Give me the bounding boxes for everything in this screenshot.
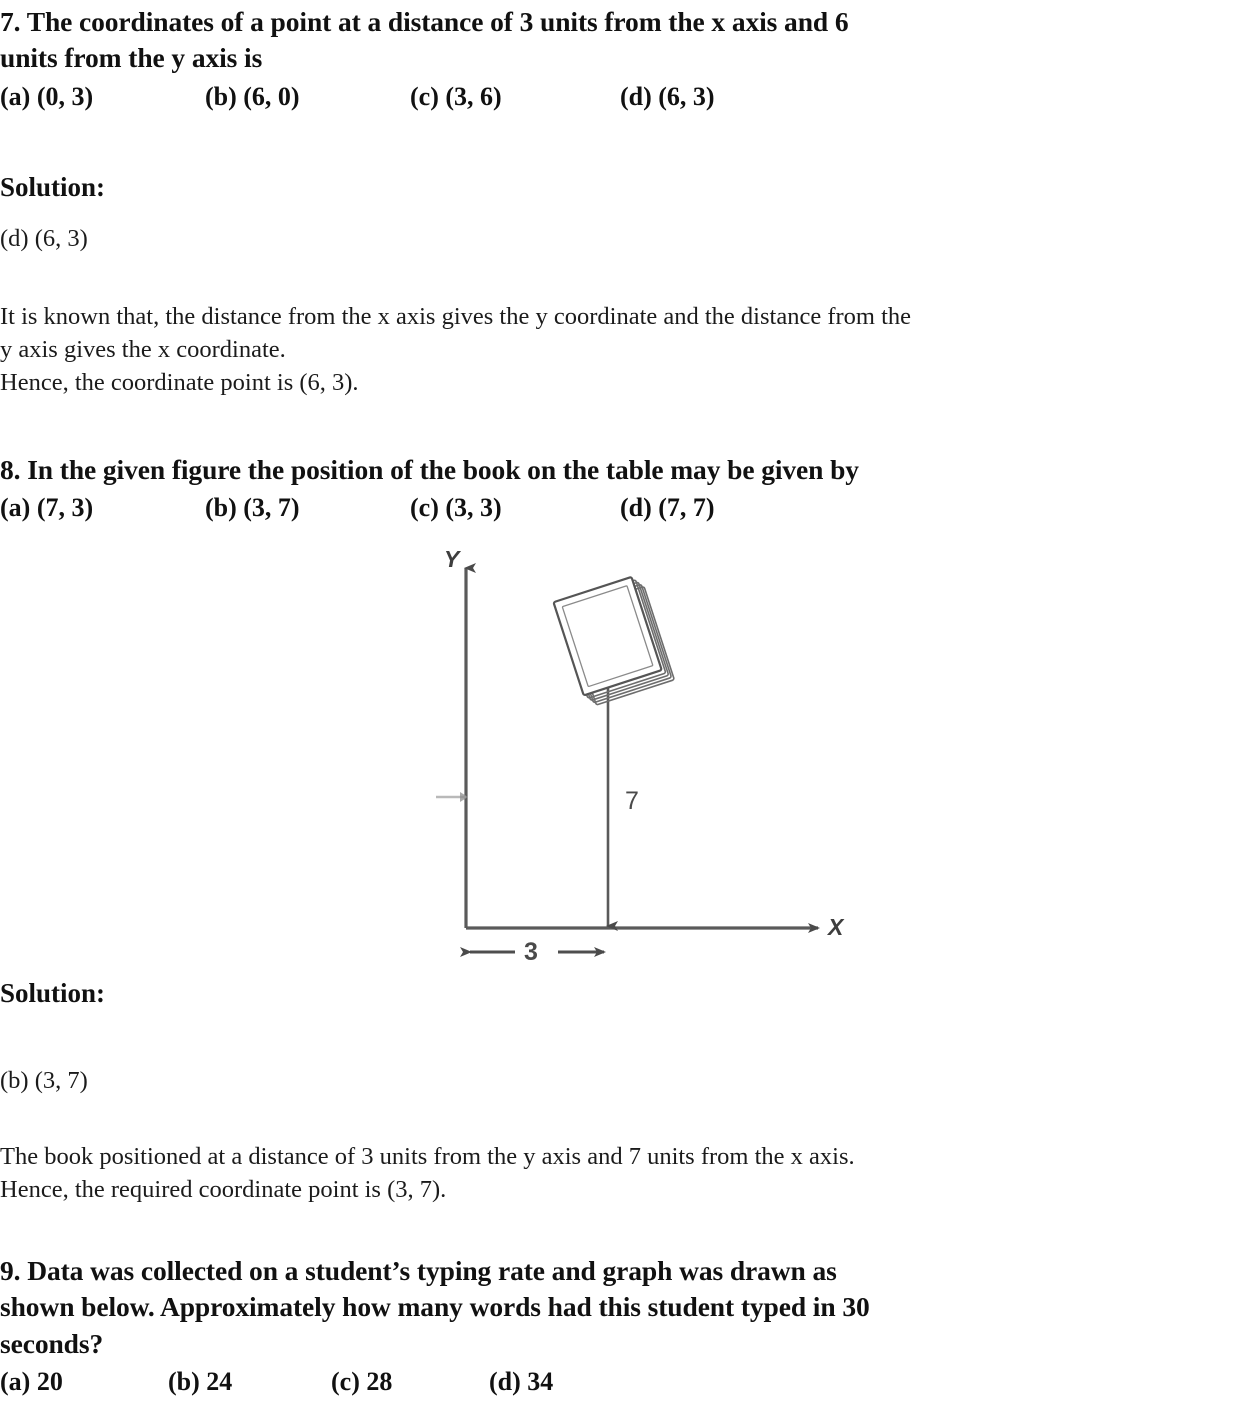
question-8-option-b[interactable]: (b) (3, 7) bbox=[205, 493, 300, 523]
question-9-option-c[interactable]: (c) 28 bbox=[331, 1366, 393, 1396]
question-8-answer: (b) (3, 7) bbox=[0, 1067, 88, 1094]
book-coordinate-figure bbox=[0, 540, 1241, 966]
question-7-explanation-line-2: y axis gives the x coordinate. bbox=[0, 336, 286, 364]
question-8-heading bbox=[0, 452, 1241, 488]
question-7-explanation-line-3: Hence, the coordinate point is (6, 3). bbox=[0, 369, 359, 397]
question-7-heading-line-2: units from the y axis is bbox=[0, 42, 263, 74]
question-8-answer-wrap bbox=[0, 1064, 88, 1097]
figure-svg-canvas bbox=[0, 540, 1241, 960]
question-9-heading-line-1: 9. Data was collected on a student’s typing rate and graph was drawn as bbox=[0, 1255, 837, 1286]
question-8-block bbox=[0, 452, 1241, 525]
x-axis-label: X bbox=[828, 914, 844, 940]
question-7-answer-wrap bbox=[0, 222, 88, 255]
book-front-cover bbox=[553, 577, 661, 696]
question-7-options bbox=[0, 80, 1241, 114]
question-7-solution-heading-wrap bbox=[0, 172, 105, 203]
question-7-solution-label: Solution: bbox=[0, 172, 106, 202]
question-7-heading bbox=[0, 4, 1241, 77]
question-8-option-a[interactable]: (a) (7, 3) bbox=[0, 493, 94, 523]
y-axis-tick bbox=[436, 792, 468, 802]
question-9-block bbox=[0, 1253, 1241, 1399]
question-7-option-b[interactable]: (b) (6, 0) bbox=[205, 81, 300, 111]
question-7-explanation-line-1: It is known that, the distance from the x axis gives the y coordinate and the distance from the bbox=[0, 303, 912, 330]
question-9-option-b[interactable]: (b) 24 bbox=[168, 1366, 233, 1396]
question-7-answer: (d) (6, 3) bbox=[0, 225, 88, 252]
question-8-solution-label: Solution: bbox=[0, 978, 106, 1008]
question-9-option-a[interactable]: (a) 20 bbox=[0, 1366, 63, 1396]
question-7-option-c[interactable]: (c) (3, 6) bbox=[410, 81, 502, 111]
question-7-option-a[interactable]: (a) (0, 3) bbox=[0, 81, 94, 111]
y-axis-label: Y bbox=[444, 546, 460, 572]
question-8-explanation-line-2: Hence, the required coordinate point is (3, 7). bbox=[0, 1176, 447, 1204]
question-7-option-d[interactable]: (d) (6, 3) bbox=[620, 81, 715, 111]
question-9-heading bbox=[0, 1253, 1241, 1362]
question-7-block bbox=[0, 4, 1241, 113]
question-7-explanation bbox=[0, 300, 1241, 399]
question-9-heading-line-3: seconds? bbox=[0, 1327, 104, 1359]
question-8-options bbox=[0, 491, 1241, 525]
question-9-options bbox=[0, 1365, 1241, 1399]
question-7-heading-line-1: 7. The coordinates of a point at a distance of 3 units from the x axis and 6 bbox=[0, 6, 849, 37]
question-8-option-c[interactable]: (c) (3, 3) bbox=[410, 493, 502, 523]
question-8-explanation bbox=[0, 1140, 1241, 1206]
question-8-option-d[interactable]: (d) (7, 7) bbox=[620, 493, 715, 523]
question-8-explanation-line-1: The book positioned at a distance of 3 units from the y axis and 7 units from the x axis. bbox=[0, 1143, 855, 1170]
book-illustration bbox=[553, 574, 674, 708]
question-8-heading-line-1: 8. In the given figure the position of the book on the table may be given by bbox=[0, 454, 859, 485]
question-8-solution-heading-wrap bbox=[0, 978, 105, 1009]
vertical-distance-label: 7 bbox=[625, 787, 639, 815]
horizontal-distance-label: 3 bbox=[524, 938, 538, 966]
question-9-heading-line-2: shown below. Approximately how many words had this student typed in 30 bbox=[0, 1291, 870, 1323]
question-9-option-d[interactable]: (d) 34 bbox=[489, 1366, 554, 1396]
